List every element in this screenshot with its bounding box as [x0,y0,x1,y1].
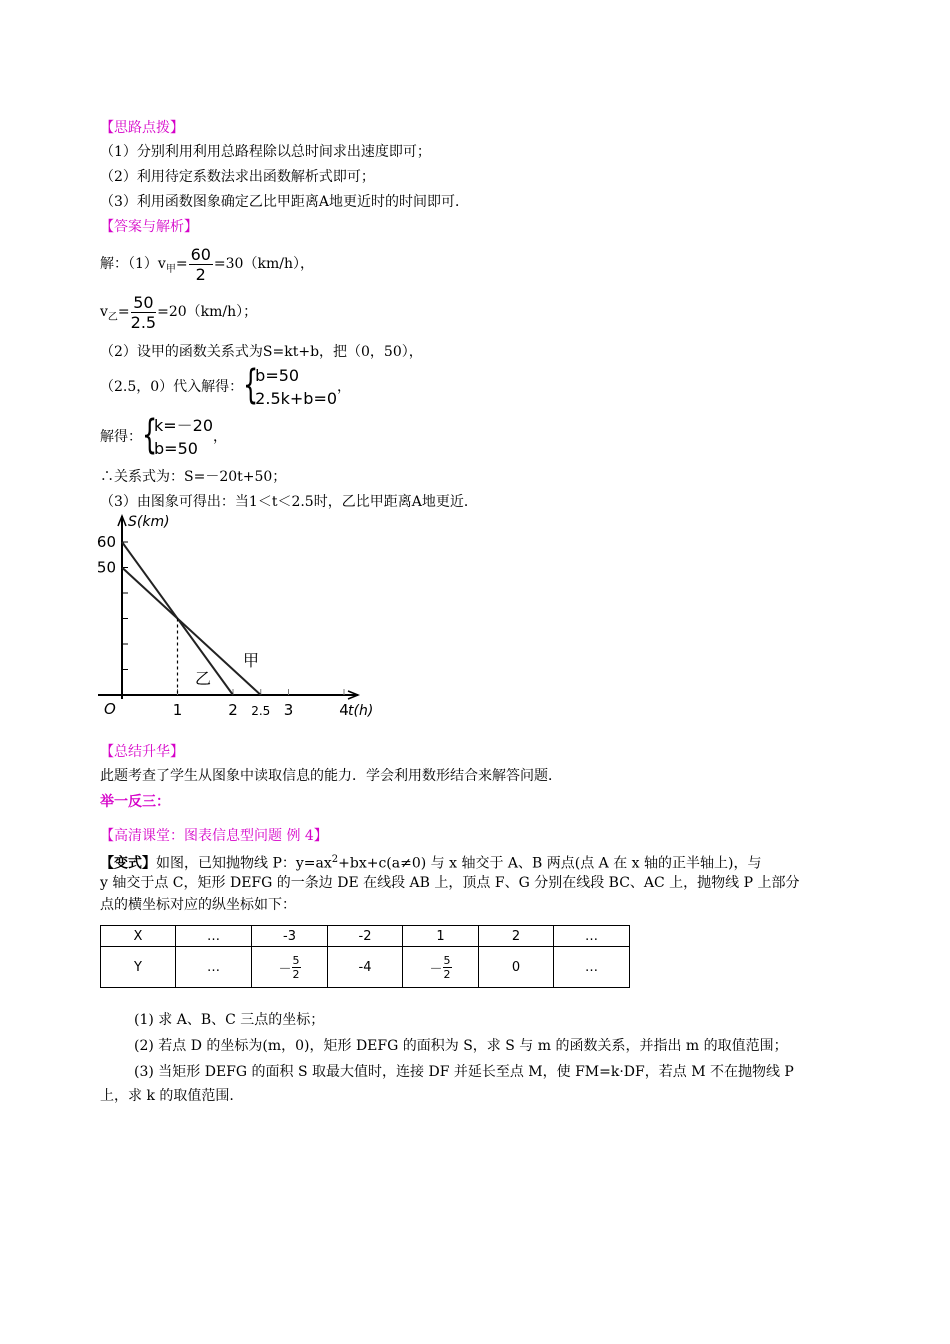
x-tick-label: 3 [283,701,294,719]
x-tick-label: 2.5 [251,704,271,718]
distance-time-graph [90,508,410,723]
question-1: (1) 求 A、B、C 三点的坐标； [134,1012,325,1028]
table-cell: 1 [403,926,479,947]
question-2: (2) 若点 D 的坐标为(m，0)，矩形 DEFG 的面积为 S，求 S 与 m 的函数关系，并指出 m 的取值范围； [134,1038,788,1054]
section-title-practice: 举一反三： [100,794,170,810]
x-axis-label: t(h) [348,703,374,719]
answer-line-3: （2）设甲的函数关系式为S=kt+b，把（0，50）， [100,344,423,360]
table-cell: -4 [328,947,403,988]
origin-label: O [104,700,116,718]
table-cell: 0 [479,947,554,988]
hint-line-1: （1）分别利用利用总路程除以总时间求出速度即可； [100,144,431,160]
equation-system-1: { b=50 2.5k+b=0 [243,362,338,408]
table-cell: Y [101,947,176,988]
y-tick-label: 50 [96,558,116,577]
values-table [100,925,630,988]
table-cell: -2 [328,926,403,947]
answer-line-7: （3）由图象可得出：当1＜t＜2.5时，乙比甲距离A地更近． [100,494,478,510]
fraction-60-2: $\frac{60}{2}$ [190,244,211,284]
summary-text: 此题考查了学生从图象中读取信息的能力．学会利用数形结合来解答问题． [100,768,562,784]
equation-system-2: { k=－20 b=50 [142,412,214,458]
question-3-line-2: 上，求 k 的取值范围. [100,1088,234,1104]
x-tick-label: 1 [172,701,183,719]
series-label-jia: 甲 [243,651,260,670]
section-title-hint: 【思路点拨】 [100,120,184,136]
variant-tag: 【变式】 [100,855,156,872]
question-3-line-1: (3) 当矩形 DEFG 的面积 S 取最大值时，连接 DF 并延长至点 M，使 FM=k·DF，若点 M 不在抛物线 P [134,1064,794,1080]
table-cell: … [554,926,630,947]
hint-line-3: （3）利用函数图象确定乙比甲距离A地更近时的时间即可． [100,194,470,210]
x-tick-label: 4 [339,701,349,719]
section-title-summary: 【总结升华】 [100,744,184,760]
answer-line-2: $v_乙=$ $\frac{50}{2.5}$ =20（km/h）； [100,292,258,332]
section-title-answer: 【答案与解析】 [100,219,198,235]
x-tick-label: 2 [228,701,238,719]
answer-line-4: （2.5，0）代入解得： { b=50 2.5k+b=0 ， [100,362,352,408]
series-line-jia [122,568,261,696]
series-label-yi: 乙 [195,669,212,688]
table-cell: -3 [252,926,328,947]
table-cell: … [554,947,630,988]
table-cell: － 5 2 [403,947,479,988]
y-axis-label: S(km) [128,514,170,530]
video-lesson-link[interactable]: 【高清课堂：图表信息型问题 例 4】 [100,828,328,844]
problem-line-2: y 轴交于点 C，矩形 DEFG 的一条边 DE 在线段 AB 上，顶点 F、G 分别在线段 BC、AC 上，抛物线 P 上部分 [100,875,800,891]
table-cell: … [176,947,252,988]
answer-line-5: 解得： { k=－20 b=50 ， [100,412,228,458]
table-cell: X [101,926,176,947]
hint-line-2: （2）利用待定系数法求出函数解析式即可； [100,169,375,185]
table-cell: … [176,926,252,947]
answer-line-1: 解：$(1)v_甲=$ $\frac{60}{2}$ =30（km/h）， [100,244,314,284]
y-tick-label: 60 [96,533,116,551]
table-cell: － 5 2 [252,947,328,988]
table-row [101,926,630,947]
problem-line-3: 点的横坐标对应的纵坐标如下： [100,897,296,913]
table-cell: 2 [479,926,554,947]
problem-line-1: 【变式】如图，已知抛物线 P：$y=ax^2+bx+c(a\ne 0)$ 与 x 轴交于 A、B 两点(点 A 在 x 轴的正半轴上)，与 [100,854,762,872]
table-row [101,947,630,988]
answer-line-6: ∴关系式为：S=－20t+50； [100,469,287,485]
fraction-50-2.5: $\frac{50}{2.5}$ [130,292,157,332]
